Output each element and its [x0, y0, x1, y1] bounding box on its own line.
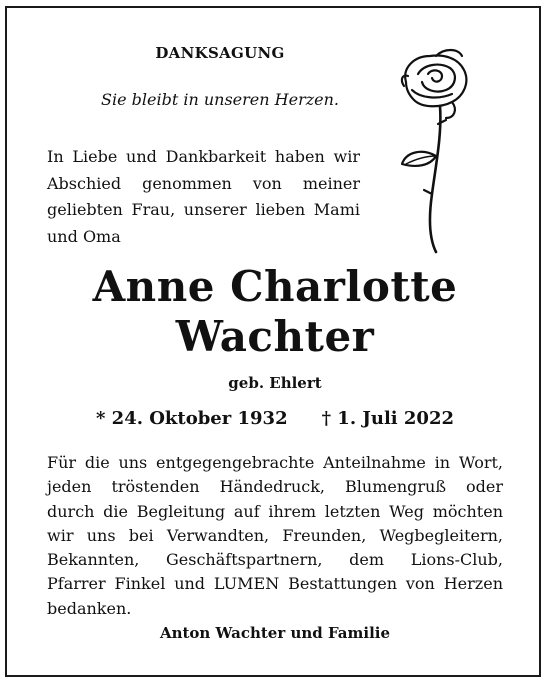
thanks-line: wir uns bei Verwandten, Freunden, Wegbegleitern,: [47, 525, 503, 545]
rose-icon: [392, 44, 482, 256]
intro-line: In Liebe und Dankbarkeit haben wir: [47, 147, 360, 166]
deceased-name: [20, 262, 530, 362]
life-dates: [20, 408, 530, 429]
signature: Anton Wachter und Familie: [159, 624, 391, 642]
thanks-text: [47, 451, 503, 621]
intro-text: [47, 144, 360, 250]
maiden-name: geb. Ehlert: [228, 374, 322, 392]
intro-line: geliebten Frau, unserer lieben Mami: [47, 200, 360, 219]
thanks-line: bedanken.: [47, 598, 132, 618]
deceased-first-names: Anne Charlotte: [92, 262, 458, 311]
birth-date: * 24. Oktober 1932: [95, 408, 288, 429]
thanks-line: Bekannten, Geschäftspartnern, dem Lions-Club,: [47, 550, 503, 570]
motto: Sie bleibt in unseren Herzen.: [101, 90, 339, 109]
intro-line: Abschied genommen von meiner: [47, 173, 360, 193]
thanks-line: Pfarrer Finkel und LUMEN Bestattungen von Herzen: [47, 574, 503, 594]
death-date: † 1. Juli 2022: [321, 408, 454, 429]
thanks-line: Für die uns entgegengebrachte Anteilnahme in Wort,: [47, 453, 503, 472]
notice-heading: DANKSAGUNG: [155, 44, 285, 62]
thanks-line: jeden tröstenden Händedruck, Blumengruß oder: [47, 477, 503, 497]
deceased-surname: Wachter: [175, 312, 375, 361]
intro-line: und Oma: [47, 226, 121, 246]
thanks-line: durch die Begleitung auf ihrem letzten Weg möchten: [47, 501, 503, 521]
